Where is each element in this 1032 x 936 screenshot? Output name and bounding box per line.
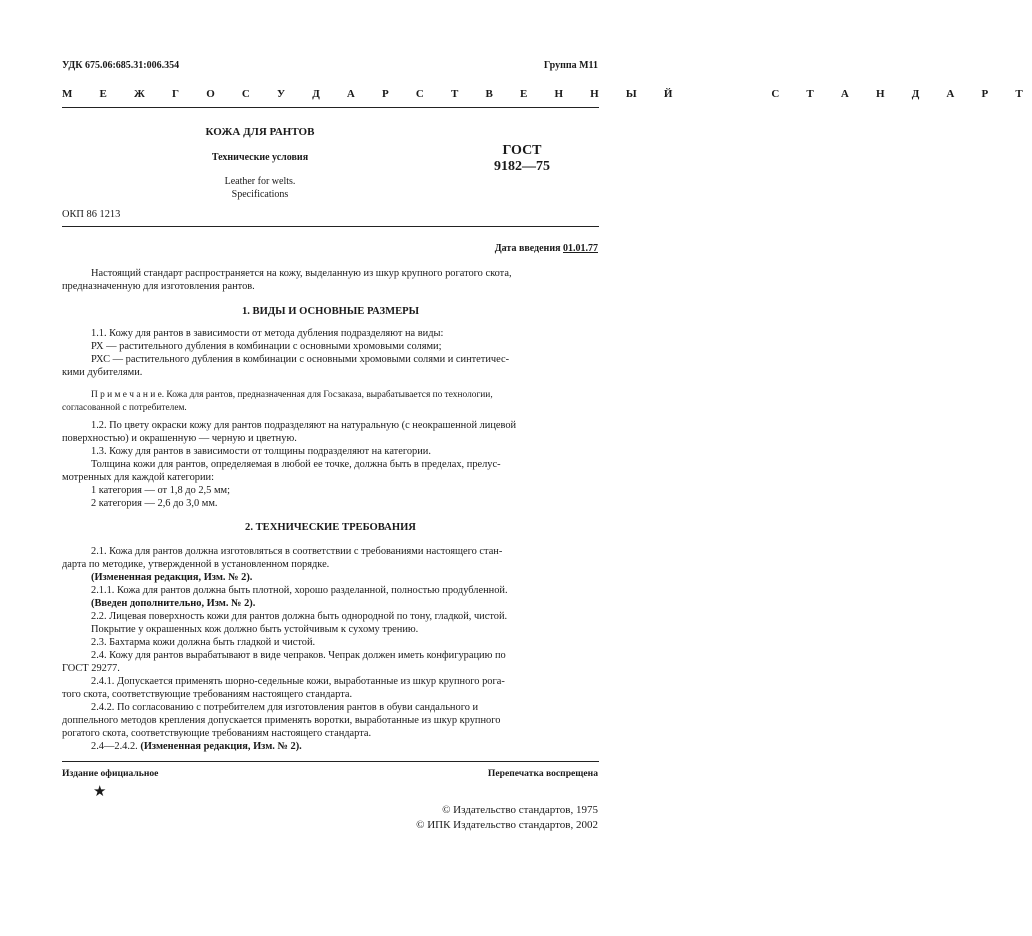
title-rule xyxy=(62,226,599,227)
s2-line-14: доппельного методов крепления допускается применять воротки, выработанные из шкур крупного xyxy=(62,715,501,726)
s1-note-line-2: согласованной с потребителем. xyxy=(62,403,187,413)
s2-line-12: того скота, соответствующие требованиям настоящего стандарта. xyxy=(62,689,353,700)
s2-line-9: 2.4. Кожу для рантов вырабатывают в виде чепраков. Чепрак должен иметь конфигурацию по xyxy=(91,650,506,661)
intro-date-value: 01.01.77 xyxy=(563,243,598,254)
s1b-line-6: 1 категория — от 1,8 до 2,5 мм; xyxy=(91,485,230,496)
section1-heading: 1. ВИДЫ И ОСНОВНЫЕ РАЗМЕРЫ xyxy=(241,306,420,317)
note-text: Кожа для рантов, предназначенная для Госзаказа, вырабатывается по технологии, xyxy=(166,390,493,400)
s2-line-13: 2.4.2. По согласованию с потребителем для изготовления рантов в обуви сандального и xyxy=(91,702,479,713)
s1-line-1: 1.1. Кожу для рантов в зависимости от метода дубления подразделяют на виды: xyxy=(91,328,444,339)
s2-line-15: рогатого скота, соответствующие требованиям настоящего стандарта. xyxy=(62,728,372,739)
okp-code: ОКП 86 1213 xyxy=(62,209,121,220)
s2-line-2: дарта по методике, утвержденной в установленном порядке. xyxy=(62,559,330,570)
s1b-line-3: 1.3. Кожу для рантов в зависимости от толщины подразделяют на категории. xyxy=(91,446,431,457)
s1b-line-5: мотренных для каждой категории: xyxy=(62,472,214,483)
doc-title: КОЖА ДЛЯ РАНТОВ xyxy=(205,126,315,138)
s1b-line-7: 2 категория — 2,6 до 3,0 мм. xyxy=(91,498,218,509)
s1b-line-1: 1.2. По цвету окраски кожу для рантов подразделяют на натуральную (с неокрашенной лицевой xyxy=(91,420,517,431)
doc-subtitle: Технические условия xyxy=(211,152,309,163)
gost-label: ГОСТ xyxy=(502,143,542,158)
s1-note xyxy=(91,389,493,402)
s2-line-3: (Измененная редакция, Изм. № 2). xyxy=(91,572,253,583)
doc-title-en: Leather for welts. xyxy=(224,176,296,187)
copyright-2002: © ИПК Издательство стандартов, 2002 xyxy=(416,819,598,831)
standard-banner xyxy=(62,88,1032,100)
banner-rule xyxy=(62,107,599,108)
doc-subtitle-en: Specifications xyxy=(231,189,289,200)
s1b-line-2: поверхностью) и окрашенную — черную и цветную. xyxy=(62,433,297,444)
intro-line-2: предназначенную для изготовления рантов. xyxy=(62,281,255,292)
s2-line-6: 2.2. Лицевая поверхность кожи для рантов должна быть однородной по тону, гладкой, чистой. xyxy=(91,611,508,622)
s1-line-3: РХС — растительного дубления в комбинации с основными хромовыми солями и синтетичес- xyxy=(91,354,510,365)
s2-line-10: ГОСТ 29277. xyxy=(62,663,120,674)
gost-number: 9182—75 xyxy=(494,159,550,174)
s1b-line-4: Толщина кожи для рантов, определяемая в любой ее точке, должна быть в пределах, прелус- xyxy=(91,459,501,470)
copyright-1975: © Издательство стандартов, 1975 xyxy=(442,804,598,816)
s2-line-4: 2.1.1. Кожа для рантов должна быть плотной, хорошо разделанной, полностью продубленной. xyxy=(91,585,508,596)
official-edition: Издание официальное xyxy=(62,768,159,779)
group-code: Группа М11 xyxy=(543,60,598,71)
s2-line-16-note: (Измененная редакция, Изм. № 2). xyxy=(140,741,302,752)
s2-line-16-ref: 2.4—2.4.2. xyxy=(91,741,138,752)
intro-date xyxy=(495,243,598,254)
intro-line-1: Настоящий стандарт распространяется на кожу, выделанную из шкур крупного рогатого скота, xyxy=(91,268,512,279)
standard-banner-text: М Е Ж Г О С У Д А Р С Т В Е Н Н Ы Й С Т А Н Д А Р Т xyxy=(62,88,1032,100)
s2-line-16 xyxy=(91,741,302,754)
reprint-prohibited: Перепечатка воспрещена xyxy=(487,768,598,779)
note-label: П р и м е ч а н и е. xyxy=(91,390,165,400)
s2-line-7: Покрытие у окрашенных кож должно быть устойчивым к сухому трению. xyxy=(91,624,419,635)
s1-line-2: РХ — растительного дубления в комбинации с основными хромовыми солями; xyxy=(91,341,442,352)
star-icon: ★ xyxy=(93,784,107,800)
s2-line-8: 2.3. Бахтарма кожи должна быть гладкой и чистой. xyxy=(91,637,316,648)
udc-code: УДК 675.06:685.31:006.354 xyxy=(62,60,180,71)
s2-line-5: (Введен дополнительно, Изм. № 2). xyxy=(91,598,256,609)
section2-heading: 2. ТЕХНИЧЕСКИЕ ТРЕБОВАНИЯ xyxy=(245,522,416,533)
s2-line-1: 2.1. Кожа для рантов должна изготовляться в соответствии с требованиями настоящего стан- xyxy=(91,546,503,557)
s2-line-11: 2.4.1. Допускается применять шорно-седельные кожи, выработанные из шкур крупного рога- xyxy=(91,676,505,687)
intro-date-label: Дата введения xyxy=(494,243,561,254)
footer-rule xyxy=(62,761,599,762)
s1-line-4: кими дубителями. xyxy=(62,367,143,378)
